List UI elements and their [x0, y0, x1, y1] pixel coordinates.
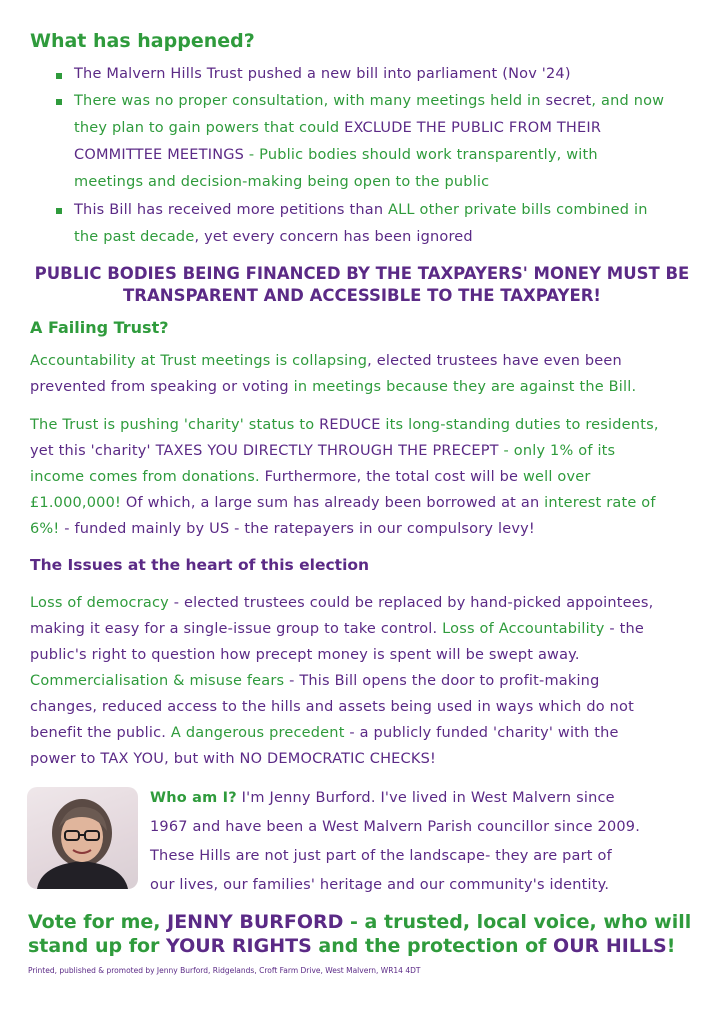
- bullet-marker: [56, 73, 62, 79]
- portrait-illustration: [27, 787, 138, 889]
- banner-line: PUBLIC BODIES BEING FINANCED BY THE TAXPAYERS' MONEY MUST BE: [34, 264, 690, 283]
- paragraph-line: income comes from donations. Furthermore, the total cost will be well over: [30, 469, 591, 485]
- bio-line: 1967 and have been a West Malvern Parish councillor since 2009.: [150, 819, 641, 835]
- bullet-text: This Bill has received more petitions than ALL other private bills combined in: [74, 202, 648, 218]
- imprint-footer: Printed, published & promoted by Jenny Burford, Ridgelands, Croft Farm Drive, West Malvern, WR14 4DT: [28, 966, 421, 975]
- vote-line: stand up for YOUR RIGHTS and the protection of OUR HILLS!: [28, 935, 676, 957]
- banner-line: TRANSPARENT AND ACCESSIBLE TO THE TAXPAYER!: [123, 286, 601, 305]
- bullet-text: COMMITTEE MEETINGS - Public bodies should work transparently, with: [74, 147, 598, 163]
- paragraph-line: making it easy for a single-issue group to take control. Loss of Accountability - the: [30, 621, 644, 637]
- paragraph-line: benefit the public. A dangerous precedent - a publicly funded 'charity' with the: [30, 725, 619, 741]
- paragraph-line: 6%! - funded mainly by US - the ratepayers in our compulsory levy!: [30, 521, 535, 537]
- bio-line: our lives, our families' heritage and our community's identity.: [150, 877, 610, 893]
- bullet-text: they plan to gain powers that could EXCLUDE THE PUBLIC FROM THEIR: [74, 120, 602, 136]
- paragraph-line: The Trust is pushing 'charity' status to REDUCE its long-standing duties to residents,: [30, 417, 659, 433]
- bullet-text: The Malvern Hills Trust pushed a new bill into parliament (Nov '24): [74, 66, 571, 82]
- bullet-text: the past decade, yet every concern has been ignored: [74, 229, 473, 245]
- paragraph-line: £1.000,000! Of which, a large sum has already been borrowed at an interest rate of: [30, 495, 656, 511]
- bio-line: These Hills are not just part of the landscape- they are part of: [150, 848, 612, 864]
- vote-line: Vote for me, JENNY BURFORD - a trusted, local voice, who will: [28, 911, 692, 933]
- paragraph-line: prevented from speaking or voting in meetings because they are against the Bill.: [30, 379, 637, 395]
- heading-what-has-happened: What has happened?: [30, 30, 255, 52]
- paragraph-line: Commercialisation & misuse fears - This Bill opens the door to profit-making: [30, 673, 600, 689]
- paragraph-line: changes, reduced access to the hills and assets being used in ways which do not: [30, 699, 634, 715]
- paragraph-line: power to TAX YOU, but with NO DEMOCRATIC CHECKS!: [30, 751, 436, 767]
- heading-issues: The Issues at the heart of this election: [30, 556, 370, 574]
- bullet-text: There was no proper consultation, with many meetings held in secret, and now: [74, 93, 665, 109]
- paragraph-line: Loss of democracy - elected trustees could be replaced by hand-picked appointees,: [30, 595, 654, 611]
- candidate-photo: [27, 787, 138, 889]
- bullet-text: meetings and decision-making being open to the public: [74, 174, 490, 190]
- paragraph-line: Accountability at Trust meetings is collapsing, elected trustees have even been: [30, 353, 622, 369]
- bullet-marker: [56, 208, 62, 214]
- heading-failing-trust: A Failing Trust?: [30, 318, 169, 337]
- paragraph-line: yet this 'charity' TAXES YOU DIRECTLY THROUGH THE PRECEPT - only 1% of its: [30, 443, 616, 459]
- paragraph-line: public's right to question how precept money is spent will be swept away.: [30, 647, 580, 663]
- bio-line: Who am I? I'm Jenny Burford. I've lived in West Malvern since: [150, 790, 615, 806]
- bullet-marker: [56, 99, 62, 105]
